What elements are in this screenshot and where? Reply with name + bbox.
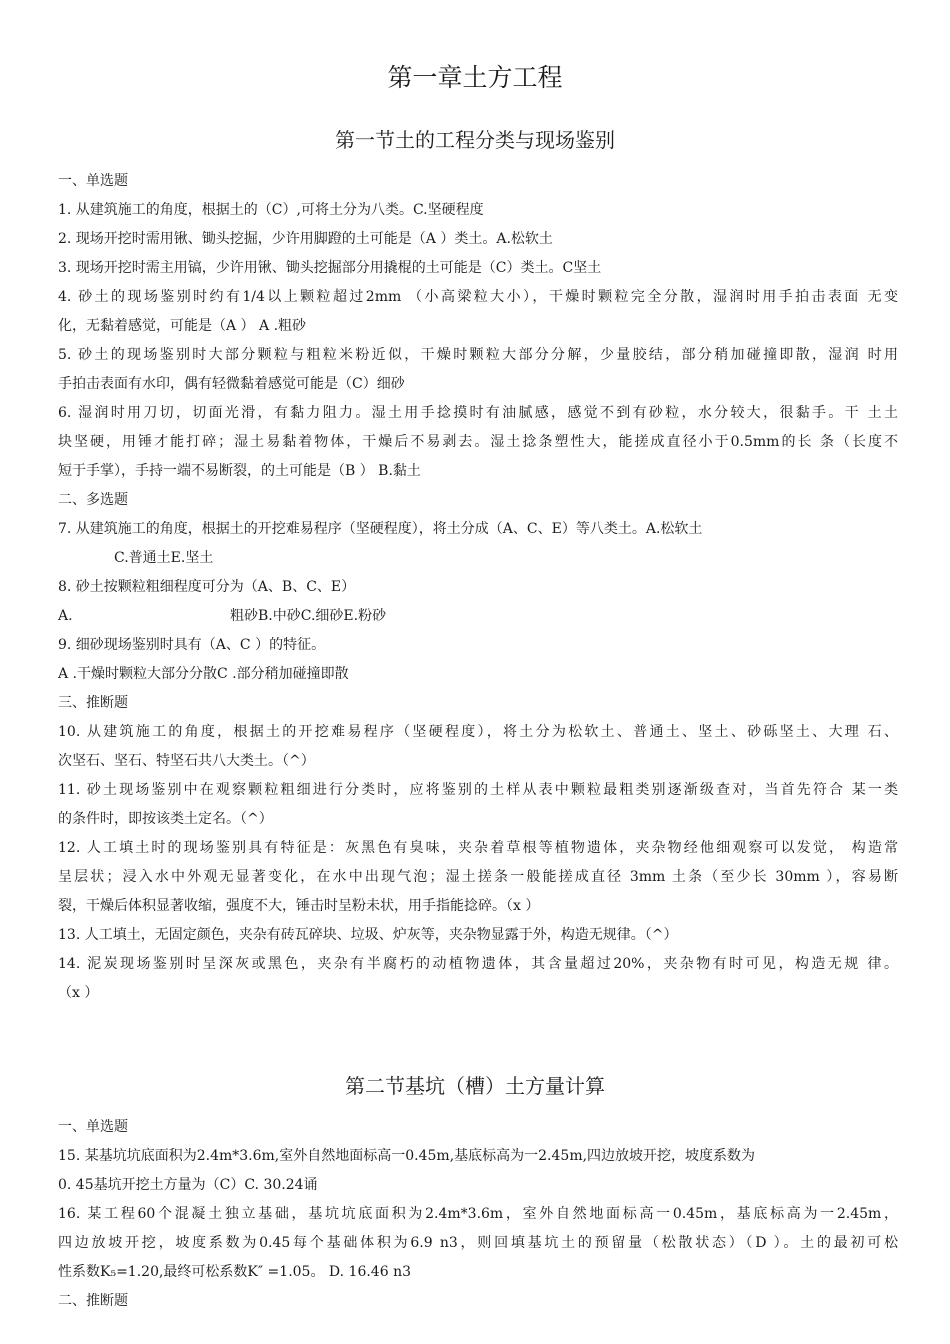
question-10-line-2: 次坚石、坚石、特坚石共八大类土。（^） — [58, 753, 315, 769]
subheading-multiple-choice: 二、多选题 — [58, 492, 128, 508]
question-6-line-3: 短于手掌），手持一端不易断裂，的土可能是（B ） B.黏土 — [58, 463, 421, 479]
question-16-line-3: 性系数K₅=1.20,最终可松系数K″ =1.05。 D. 16.46 n3 — [58, 1264, 411, 1280]
section-heading-1: 第一节土的工程分类与现场鉴别 — [335, 128, 615, 152]
question-5-line-1: 5. 砂土的现场鉴别时大部分颗粒与粗粒米粉近似，干燥时颗粒大部分分解，少量胶结，部分稍加碰撞即散，湿润 时用 — [58, 347, 898, 363]
question-1: 1. 从建筑施工的角度，根据土的（C）,可将土分为八类。C.坚硬程度 — [58, 202, 484, 218]
question-15-line-1: 15. 某基坑坑底面积为2.4m*3.6m,室外自然地面标高一0.45m,基底标高为一2.45m,四边放坡开挖，坡度系数为 — [58, 1148, 756, 1164]
question-7-line-2: C.普通土E.坚土 — [114, 550, 214, 566]
chapter-title: 第一章土方工程 — [387, 63, 563, 92]
question-3: 3. 现场开挖时需主用镐，少许用锹、锄头挖掘部分用撬棍的土可能是（C）类土。C坚土 — [58, 260, 602, 276]
subheading-single-choice: 一、单选题 — [58, 173, 128, 189]
question-12-line-1: 12. 人工填土时的现场鉴别具有特征是：灰黑色有臭味，夹杂着草根等植物遗体，夹杂物经他细观察可以发觉， 构造常 — [58, 840, 898, 856]
question-12-line-2: 呈层状；浸入水中外观无显著变化，在水中出现气泡；湿土搓条一般能搓成直径 3mm 土条（至少长 30mm ），容易断 — [58, 869, 898, 885]
question-15-line-2: 0. 45基坑开挖土方量为（C）C. 30.24诵 — [58, 1177, 318, 1193]
question-4-line-1: 4. 砂土的现场鉴别时约有1/4以上颗粒超过2mm （小高梁粒大小），干燥时颗粒完全分散，湿润时用手拍击表面 无变 — [58, 289, 898, 305]
question-11-line-2: 的条件时，即按该类土定名。（^） — [58, 811, 273, 827]
question-6-line-2: 块坚硬，用锤才能打碎；湿土易黏着物体，干燥后不易剥去。湿土捻条塑性大，能搓成直径小于0.5mm的长 条（长度不 — [58, 434, 898, 450]
question-14-line-1: 14. 泥炭现场鉴别时呈深灰或黑色，夹杂有半腐朽的动植物遗体，其含量超过20%，夹杂物有时可见，构造无规 律。 — [58, 956, 898, 972]
subheading-single-choice-2: 一、单选题 — [58, 1119, 128, 1135]
question-16-line-2: 四边放坡开挖，坡度系数为0.45每个基础体积为6.9 n3，则回填基坑土的预留量（松散状态）（D ）。土的最初可松 — [58, 1235, 898, 1251]
section-heading-2: 第二节基坑（槽）土方量计算 — [345, 1074, 605, 1098]
question-10-line-1: 10. 从建筑施工的角度，根据土的开挖难易程序（坚硬程度），将土分为松软土、普通土、坚土、砂砾坚土、大理 石、 — [58, 724, 898, 740]
question-4-line-2: 化，无黏着感觉，可能是（A ） A .粗砂 — [58, 318, 307, 334]
question-16-line-1: 16. 某工程60个混凝土独立基础，基坑坑底面积为2.4m*3.6m，室外自然地面标高一0.45m，基底标高为一2.45m， — [58, 1206, 898, 1222]
question-11-line-1: 11. 砂土现场鉴别中在观察颗粒粗细进行分类时，应将鉴别的土样从表中颗粒最粗类别逐渐级查对，当首先符合 某一类 — [58, 782, 898, 798]
subheading-judgement: 三、推断题 — [58, 695, 128, 711]
question-12-line-3: 裂，干燥后体积显著收缩，强度不大，锤击时呈粉未状，用手指能捻碎。（x ） — [58, 898, 540, 914]
question-8-options: 粗砂B.中砂C.细砂E.粉砂 — [230, 608, 387, 624]
question-8-option-prefix: A. — [58, 608, 73, 624]
question-5-line-2: 手拍击表面有水印，偶有轻微黏着感觉可能是（C）细砂 — [58, 376, 405, 392]
question-8: 8. 砂土按颗粒粗细程度可分为（A、B、C、E） — [58, 579, 356, 595]
question-6-line-1: 6. 湿润时用刀切，切面光滑，有黏力阻力。湿土用手捻摸时有油腻感，感觉不到有砂粒，水分较大，很黏手。干 土土 — [58, 405, 898, 421]
question-2: 2. 现场开挖时需用锹、锄头挖掘，少许用脚蹬的土可能是（A ）类土。A.松软土 — [58, 231, 553, 247]
subheading-judgement-2: 二、推断题 — [58, 1293, 128, 1309]
question-14-line-2: （x ） — [58, 985, 99, 1001]
question-9: 9. 细砂现场鉴别时具有（A、C ）的特征。 — [58, 637, 326, 653]
question-9-options: A .干燥时颗粒大部分分散C .部分稍加碰撞即散 — [58, 666, 349, 682]
question-7-line-1: 7. 从建筑施工的角度，根据土的开挖难易程序（坚硬程度），将土分成（A、C、E）等八类土。A.松软土 — [58, 521, 703, 537]
question-13: 13. 人工填土，无固定颜色，夹杂有砖瓦碎块、垃圾、炉灰等，夹杂物显露于外，构造无规律。（^） — [58, 927, 678, 943]
